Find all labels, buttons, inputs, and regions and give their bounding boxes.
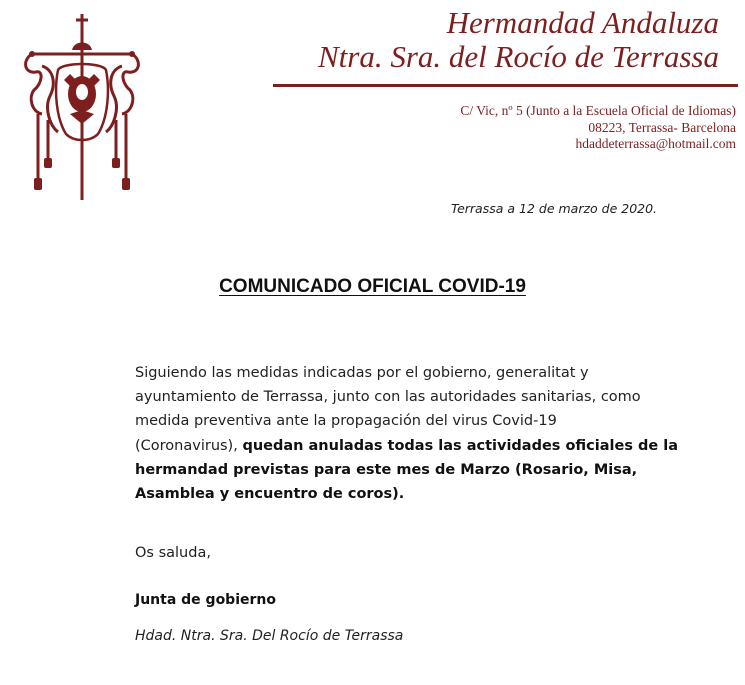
body-line: hermandad previstas para este mes de Marzo (Rosario, Misa, xyxy=(135,461,638,478)
organization-name-line1: Hermandad Andaluza xyxy=(446,5,719,40)
signer-name: Junta de gobierno xyxy=(135,592,276,608)
body-line: medida preventiva ante la propagación del virus Covid-19 xyxy=(135,413,557,430)
body-line: Asamblea y encuentro de coros). xyxy=(135,486,405,503)
letter-date: Terrassa a 12 de marzo de 2020. xyxy=(451,201,658,216)
closing-greeting: Os saluda, xyxy=(135,545,211,561)
body-line xyxy=(135,434,679,458)
body-text-regular: (Coronavirus), xyxy=(135,437,243,454)
address-street: C/ Vic, nº 5 (Junto a la Escuela Oficial de Idiomas) xyxy=(460,103,736,118)
simpecado-banner-icon xyxy=(14,10,144,202)
signer-organization: Hdad. Ntra. Sra. Del Rocío de Terrassa xyxy=(135,628,404,644)
document-title: COMUNICADO OFICIAL COVID-19 xyxy=(219,276,526,297)
body-line: ayuntamiento de Terrassa, junto con las autoridades sanitarias, como xyxy=(135,389,641,406)
organization-name-line2: Ntra. Sra. del Rocío de Terrassa xyxy=(317,39,719,74)
letter-body xyxy=(135,361,679,506)
address-city: 08223, Terrassa- Barcelona xyxy=(588,119,736,135)
organization-name xyxy=(318,6,719,74)
contact-email: hdaddeterrassa@hotmail.com xyxy=(575,136,736,151)
header-divider xyxy=(273,84,738,87)
body-line: Siguiendo las medidas indicadas por el gobierno, generalitat y xyxy=(135,365,589,381)
body-text-emphasis: quedan anuladas todas las actividades oficiales de la xyxy=(242,437,679,454)
address-block xyxy=(460,103,736,153)
